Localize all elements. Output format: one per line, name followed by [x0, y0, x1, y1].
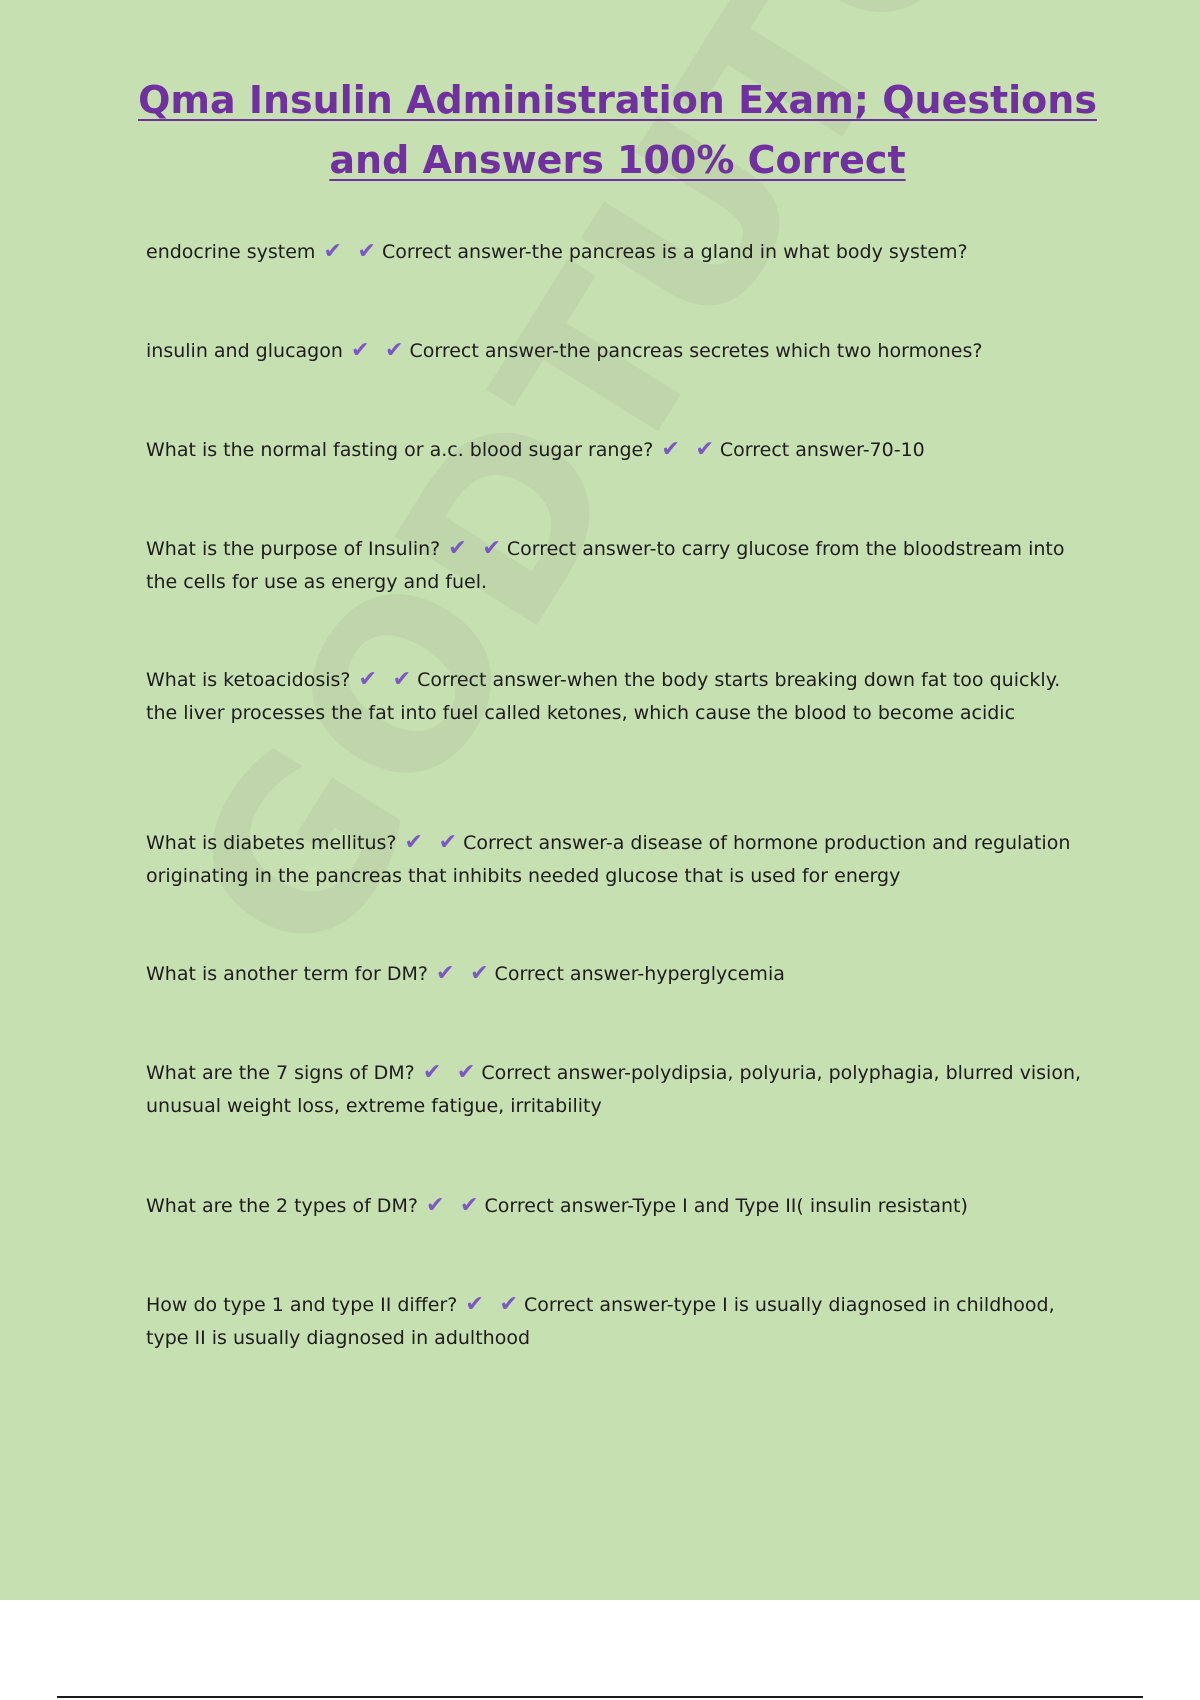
answer-text: Correct answer-polydipsia, polyuria, polyphagia, blurred vision, unusual weight loss, extreme fatigue, irritability	[146, 1062, 1082, 1117]
check-icon: ✔ ✔	[404, 830, 462, 855]
answer-text: Correct answer-the pancreas secretes which two hormones?	[409, 340, 983, 362]
qa-item	[146, 434, 1096, 467]
check-icon: ✔ ✔	[350, 338, 408, 363]
check-icon: ✔ ✔	[661, 437, 718, 462]
question-text: What is the normal fasting or a.c. blood sugar range?	[146, 439, 654, 461]
qa-item	[146, 958, 1096, 991]
check-icon: ✔ ✔	[448, 536, 505, 561]
check-icon: ✔ ✔	[465, 1292, 522, 1317]
answer-text: Correct answer-hyperglycemia	[494, 963, 785, 985]
question-text: What is diabetes mellitus?	[146, 832, 397, 854]
check-icon: ✔ ✔	[422, 1060, 480, 1085]
qa-item	[146, 533, 1096, 598]
question-text: insulin and glucagon	[146, 340, 343, 362]
question-text: What are the 7 signs of DM?	[146, 1062, 415, 1084]
question-text: What is the purpose of Insulin?	[146, 538, 441, 560]
qa-item	[146, 335, 1096, 368]
document-title: Qma Insulin Administration Exam; Questions and Answers 100% Correct	[138, 78, 1097, 182]
check-icon: ✔ ✔	[436, 961, 493, 986]
question-text: What is ketoacidosis?	[146, 669, 351, 691]
answer-text: Correct answer-when the body starts breaking down fat too quickly. the liver processes the fat into fuel called ketones, which cause the blood to become acidic	[146, 669, 1061, 724]
answer-text: Correct answer-to carry glucose from the bloodstream into the cells for use as energy and fuel.	[146, 538, 1065, 593]
check-icon: ✔ ✔	[323, 239, 380, 264]
qa-item	[146, 1190, 1096, 1223]
answer-text: Correct answer-70-10	[719, 439, 925, 461]
answer-text: Correct answer-type I is usually diagnosed in childhood, type II is usually diagnosed in adulthood	[146, 1294, 1055, 1349]
qa-item	[146, 1057, 1096, 1122]
question-text: What are the 2 types of DM?	[146, 1195, 418, 1217]
check-icon: ✔ ✔	[425, 1193, 483, 1218]
question-text: endocrine system	[146, 241, 316, 263]
footer-divider	[57, 1696, 1143, 1698]
qa-item	[146, 236, 1096, 269]
answer-text: Correct answer-Type I and Type II( insulin resistant)	[484, 1195, 968, 1217]
question-text: What is another term for DM?	[146, 963, 428, 985]
answer-text: Correct answer-a disease of hormone production and regulation originating in the pancreas that inhibits needed glucose that is used for energy	[146, 832, 1071, 887]
qa-item	[146, 1289, 1096, 1354]
question-text: How do type 1 and type II differ?	[146, 1294, 458, 1316]
qa-item	[146, 664, 1096, 729]
qa-item	[146, 827, 1096, 892]
answer-text: Correct answer-the pancreas is a gland in what body system?	[382, 241, 968, 263]
check-icon: ✔ ✔	[358, 667, 416, 692]
